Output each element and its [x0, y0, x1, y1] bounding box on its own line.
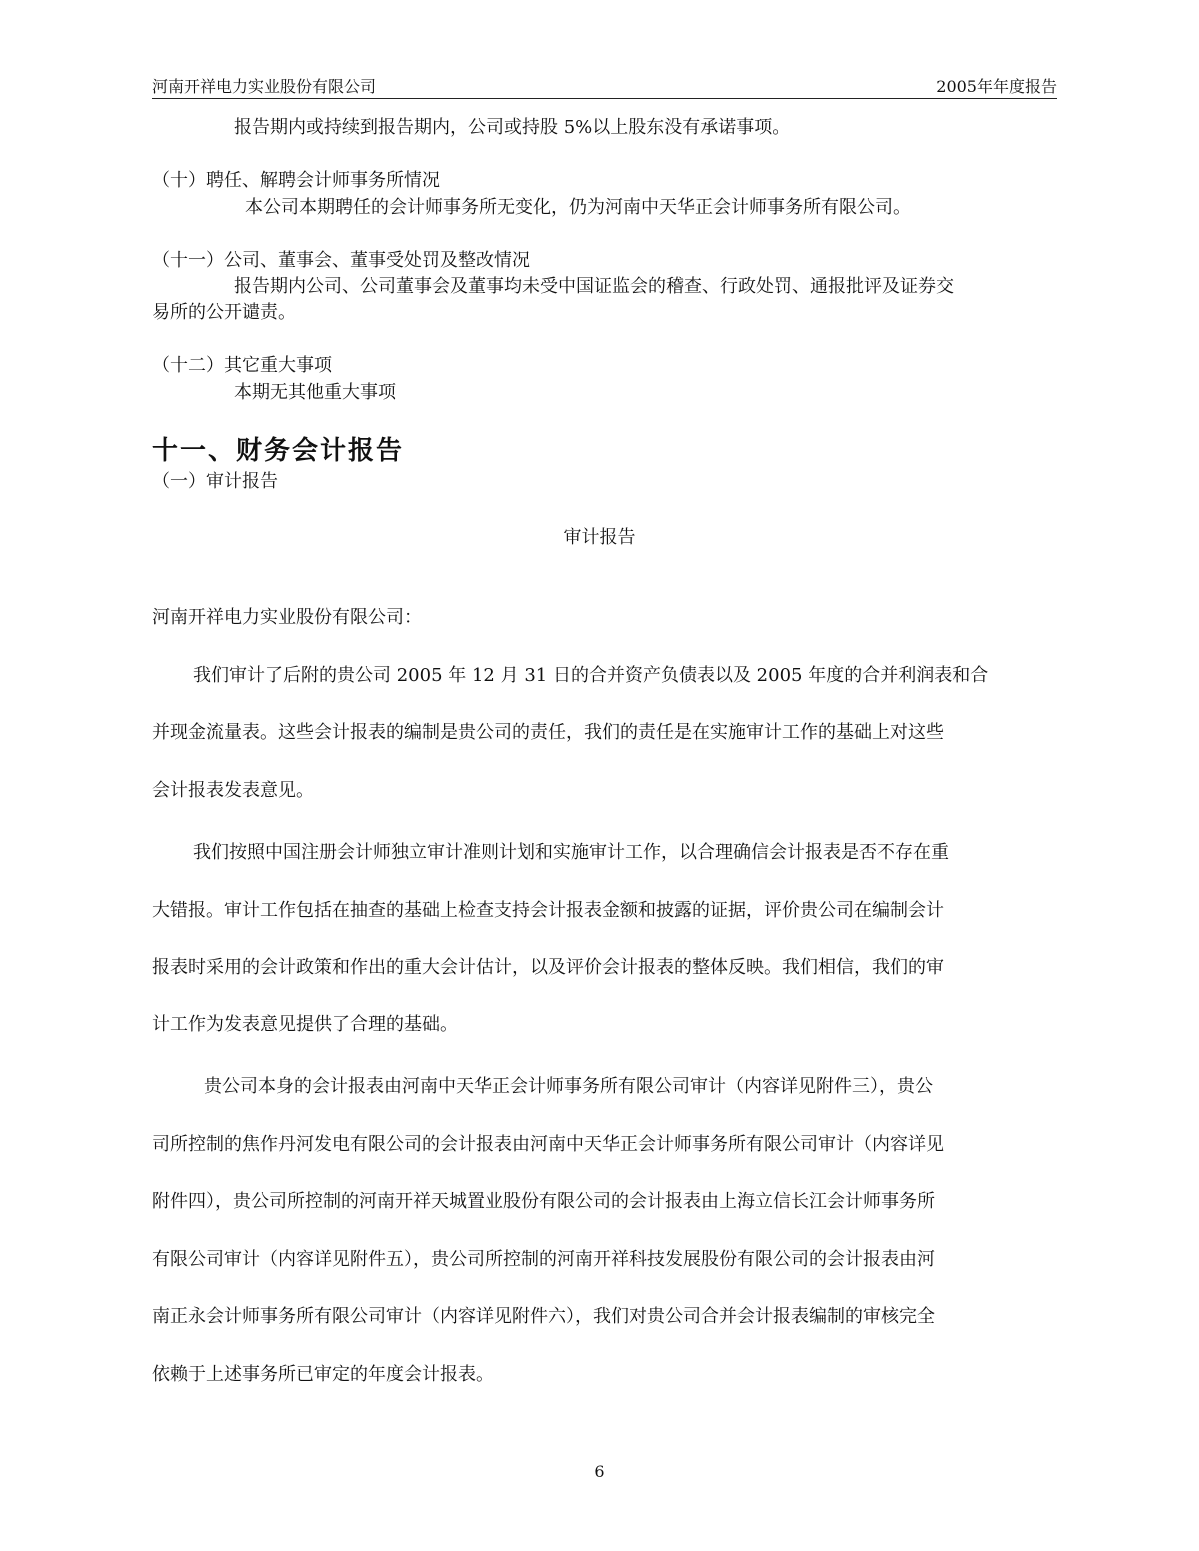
audit-p3-line3: 附件四），贵公司所控制的河南开祥天城置业股份有限公司的会计报表由上海立信长江会计师事务所 [152, 1191, 935, 1212]
chapter-heading: 十一、财务会计报告 [152, 436, 405, 466]
section-11-text-line1: 报告期内公司、公司董事会及董事均未受中国证监会的稽查、行政处罚、通报批评及证券交 [234, 276, 954, 297]
audit-p3-line2: 司所控制的焦作丹河发电有限公司的会计报表由河南中天华正会计师事务所有限公司审计（内容详见 [152, 1134, 944, 1155]
audit-p2-line4: 计工作为发表意见提供了合理的基础。 [152, 1014, 458, 1035]
header-company: 河南开祥电力实业股份有限公司 [152, 77, 377, 96]
header-report-title: 2005年年度报告 [936, 77, 1057, 96]
section-12-title: （十二）其它重大事项 [152, 355, 332, 376]
audit-report-title: 审计报告 [563, 527, 636, 548]
chapter-subtitle: （一）审计报告 [152, 471, 278, 492]
section-12-text: 本期无其他重大事项 [234, 382, 396, 403]
audit-p1-line1: 我们审计了后附的贵公司 2005 年 12 月 31 日的合并资产负债表以及 2005 年度的合并利润表和合 [193, 665, 989, 686]
audit-p3-line5: 南正永会计师事务所有限公司审计（内容详见附件六），我们对贵公司合并会计报表编制的审核完全 [152, 1306, 935, 1327]
audit-p3-line6: 依赖于上述事务所已审定的年度会计报表。 [152, 1364, 494, 1385]
audit-p3-line1: 贵公司本身的会计报表由河南中天华正会计师事务所有限公司审计（内容详见附件三），贵公 [204, 1076, 933, 1097]
audit-p1-line3: 会计报表发表意见。 [152, 780, 314, 801]
page-number: 6 [594, 1462, 605, 1481]
audit-addressee: 河南开祥电力实业股份有限公司： [152, 607, 422, 628]
audit-p2-line2: 大错报。审计工作包括在抽查的基础上检查支持会计报表金额和披露的证据，评价贵公司在编制会计 [152, 900, 944, 921]
audit-p3-line4: 有限公司审计（内容详见附件五），贵公司所控制的河南开祥科技发展股份有限公司的会计报表由河 [152, 1249, 935, 1270]
audit-p2-line3: 报表时采用的会计政策和作出的重大会计估计，以及评价会计报表的整体反映。我们相信，我们的审 [152, 957, 944, 978]
audit-p2-line1: 我们按照中国注册会计师独立审计准则计划和实施审计工作，以合理确信会计报表是否不存在重 [193, 842, 949, 863]
audit-p1-line2: 并现金流量表。这些会计报表的编制是贵公司的责任，我们的责任是在实施审计工作的基础上对这些 [152, 722, 944, 743]
section-10-title: （十）聘任、解聘会计师事务所情况 [152, 170, 440, 191]
section-10-text: 本公司本期聘任的会计师事务所无变化，仍为河南中天华正会计师事务所有限公司。 [245, 197, 911, 218]
section-11-text-line2: 易所的公开谴责。 [152, 302, 296, 323]
commitment-text: 报告期内或持续到报告期内，公司或持股 5%以上股东没有承诺事项。 [234, 117, 791, 138]
page-header [152, 72, 1057, 99]
section-11-title: （十一）公司、董事会、董事受处罚及整改情况 [152, 250, 530, 271]
